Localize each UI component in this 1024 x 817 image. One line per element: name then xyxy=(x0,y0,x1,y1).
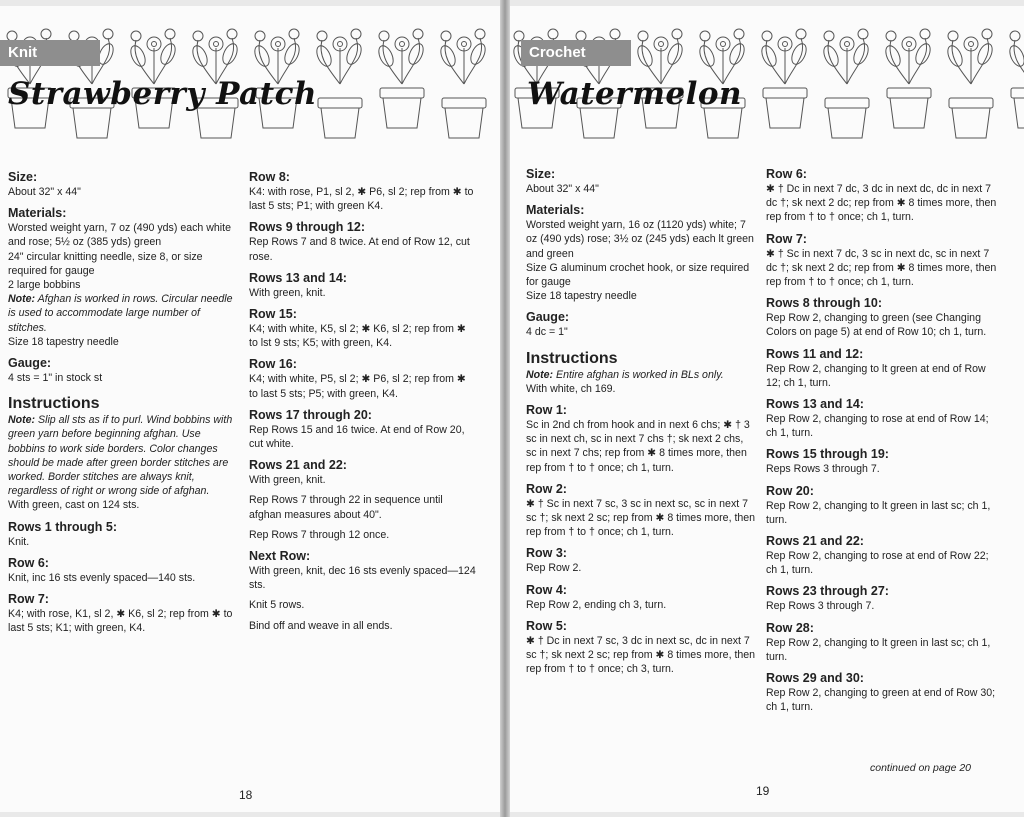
instruction-text: Rep Row 2, ending ch 3, turn. xyxy=(526,598,667,611)
book-gutter xyxy=(500,0,510,817)
instruction-text: 24" circular knitting needle, size 8, or size required for gauge xyxy=(8,250,203,277)
instruction-text: With green, knit. xyxy=(249,474,326,487)
row-heading: Row 20: xyxy=(766,483,814,498)
note-text: Slip all sts as if to purl. Wind bobbins with green yarn before beginning afghan. Use bobbins to work side borders. Color changes should be made after green border stitches are worked. Border stitches are always knit, regardless of right or wrong side of afghan. xyxy=(8,414,233,498)
instruction-text: Rep Row 2, changing to lt green in last sc; ch 1, turn. xyxy=(766,636,991,663)
row-heading: Rows 15 through 19: xyxy=(766,447,889,462)
instruction-text: Rep Rows 7 through 22 in sequence until afghan measures about 40". xyxy=(249,494,443,521)
left-column-1 xyxy=(8,163,240,635)
instruction-text: 4 sts = 1" in stock st xyxy=(8,372,103,385)
page-number: 19 xyxy=(756,784,770,798)
instruction-text: Rep Rows 15 and 16 twice. At end of Row 20, cut white. xyxy=(249,423,465,451)
instruction-text: ✱ † Dc in next 7 sc, 3 dc in next sc, dc in next 7 sc †; sk next 2 sc; rep from ✱ 8 times more, then rep from † to † once; ch 3, turn. xyxy=(526,634,756,676)
right-page xyxy=(507,6,1024,812)
note-label: Note: xyxy=(526,368,554,381)
instruction-text: Worsted weight yarn, 7 oz (490 yds) each white and rose; 5½ oz (385 yds) green xyxy=(8,222,231,249)
left-page xyxy=(0,6,503,812)
row-heading: Rows 17 through 20: xyxy=(249,407,372,422)
note-paragraph xyxy=(526,368,756,382)
instruction-text: K4: with rose, P1, sl 2, ✱ P6, sl 2; rep from ✱ to last 5 sts; P1; with green K4. xyxy=(249,186,474,213)
row-heading: Rows 21 and 22: xyxy=(766,534,864,549)
instruction-text: Rep Row 2, changing to rose at end of Row 14; ch 1, turn. xyxy=(766,413,989,440)
row-heading: Row 1: xyxy=(526,403,567,418)
instruction-text: Rep Row 2, changing to green at end of Row 30; ch 1, turn. xyxy=(766,687,996,714)
row-heading: Materials: xyxy=(526,203,585,218)
instruction-text: Bind off and weave in all ends. xyxy=(249,619,393,632)
right-column-2 xyxy=(766,160,998,714)
instruction-text: About 32" x 44" xyxy=(8,186,81,198)
row-heading: Size: xyxy=(8,170,38,184)
page-number: 18 xyxy=(239,788,253,802)
row-heading: Next Row: xyxy=(249,549,311,564)
instruction-text: About 32" x 44" xyxy=(526,183,599,195)
note-text: Afghan is worked in rows. Circular needle is used to accommodate large number of stitches. xyxy=(8,293,233,334)
instruction-text: 4 dc = 1" xyxy=(526,326,568,339)
category-tag: Crochet xyxy=(521,40,631,66)
instruction-text: Rep Row 2, changing to rose at end of Row 22; ch 1, turn. xyxy=(766,550,989,577)
section-heading: Instructions xyxy=(8,395,100,413)
instruction-text: K4; with rose, K1, sl 2, ✱ K6, sl 2; rep from ✱ to last 5 sts; K1; with green, K4. xyxy=(8,608,233,635)
instruction-text: Size 18 tapestry needle xyxy=(526,290,637,303)
section-heading: Instructions xyxy=(526,349,618,367)
row-heading: Rows 13 and 14: xyxy=(249,270,347,285)
category-tag: Knit xyxy=(0,40,100,66)
instruction-text: Knit 5 rows. xyxy=(249,599,305,612)
row-heading: Row 3: xyxy=(526,546,567,561)
instruction-text: With green, cast on 124 sts. xyxy=(8,499,140,512)
row-heading: Gauge: xyxy=(8,356,52,371)
pattern-title: Strawberry Patch xyxy=(8,76,317,112)
instruction-text: ✱ † Sc in next 7 dc, 3 sc in next dc, sc in next 7 dc †; sk next 2 dc; rep from ✱ 8 times more, then rep from † to † once; ch 1, turn. xyxy=(766,247,997,289)
row-heading: Materials: xyxy=(8,206,67,221)
row-heading: Row 6: xyxy=(766,167,807,181)
row-heading: Row 15: xyxy=(249,307,297,322)
note-label: Note: xyxy=(8,293,36,306)
instruction-text: 2 large bobbins xyxy=(8,279,81,292)
row-heading: Rows 29 and 30: xyxy=(766,671,864,686)
instruction-text: Rep Row 2, changing to green (see Changing Colors on page 5) at end of Row 10; ch 1, turn. xyxy=(766,312,987,339)
instruction-text: Rep Rows 7 through 12 once. xyxy=(249,528,390,541)
instruction-text: Knit, inc 16 sts evenly spaced—140 sts. xyxy=(8,571,196,584)
left-column-2 xyxy=(249,163,477,633)
row-heading: Row 28: xyxy=(766,620,814,635)
row-heading: Row 7: xyxy=(8,592,49,607)
row-heading: Rows 8 through 10: xyxy=(766,296,882,311)
row-heading: Row 16: xyxy=(249,357,297,372)
row-heading: Rows 9 through 12: xyxy=(249,220,365,235)
instruction-text: With green, knit. xyxy=(249,286,326,299)
row-heading: Rows 1 through 5: xyxy=(8,519,118,534)
row-heading: Row 7: xyxy=(766,231,807,246)
row-heading: Row 5: xyxy=(526,618,567,633)
row-heading: Rows 11 and 12: xyxy=(766,346,864,361)
instruction-text: ✱ † Sc in next 7 sc, 3 sc in next sc, sc in next 7 sc †; sk next 2 sc; rep from ✱ 8 times more, then rep from † to † once; ch 1, turn. xyxy=(526,497,756,539)
instruction-text: Rep Rows 7 and 8 twice. At end of Row 12, cut rose. xyxy=(249,236,470,263)
instruction-text: Rep Rows 3 through 7. xyxy=(766,600,875,613)
instruction-text: ✱ † Dc in next 7 dc, 3 dc in next dc, dc in next 7 dc †; sk next 2 dc; rep from ✱ 8 times more, then rep from † to † once; ch 1, turn. xyxy=(766,183,997,224)
instruction-text: K4; with white, K5, sl 2; ✱ K6, sl 2; rep from ✱ to lst 9 sts; K5; with green, K4. xyxy=(249,323,466,350)
instruction-text: With green, knit, dec 16 sts evenly spaced—124 sts. xyxy=(249,565,476,592)
row-heading: Row 6: xyxy=(8,555,49,570)
instruction-text: K4; with white, P5, sl 2; ✱ P6, sl 2; rep from ✱ to last 5 sts; P5; with green, K4. xyxy=(249,373,466,400)
pattern-title: Watermelon xyxy=(527,76,743,112)
row-heading: Rows 21 and 22: xyxy=(249,458,347,473)
instruction-text: Size G aluminum crochet hook, or size required for gauge xyxy=(526,261,750,289)
instruction-text: Worsted weight yarn, 16 oz (1120 yds) white; 7 oz (490 yds) rose; 3½ oz (245 yds) each lt green and green xyxy=(526,219,754,260)
right-column-1 xyxy=(526,160,756,676)
instruction-text: Rep Row 2, changing to lt green in last sc; ch 1, turn. xyxy=(766,499,991,526)
row-heading: Row 2: xyxy=(526,481,567,496)
row-heading: Row 4: xyxy=(526,582,567,597)
row-heading: Rows 23 through 27: xyxy=(766,584,889,599)
row-heading: Size: xyxy=(526,167,556,181)
note-label: Note: xyxy=(8,414,36,427)
instruction-text: Rep Row 2. xyxy=(526,562,582,575)
instruction-text: Size 18 tapestry needle xyxy=(8,335,119,348)
row-heading: Gauge: xyxy=(526,310,570,325)
note-paragraph xyxy=(8,413,240,498)
row-heading: Rows 13 and 14: xyxy=(766,397,864,412)
row-heading: Row 8: xyxy=(249,170,290,184)
instruction-text: Rep Row 2, changing to lt green at end of Row 12; ch 1, turn. xyxy=(766,362,986,389)
instruction-text: Knit. xyxy=(8,535,30,548)
note-text: Entire afghan is worked in BLs only. xyxy=(553,368,724,381)
continued-note: continued on page 20 xyxy=(870,762,972,774)
note-paragraph xyxy=(8,292,240,335)
instruction-text: Sc in 2nd ch from hook and in next 6 chs; ✱ † 3 sc in next ch, sc in next 7 chs †; sk next 2 chs, sc in next 7 chs; rep from ✱ 8 times more, then rep from † to † once; ch 1, turn. xyxy=(526,419,750,474)
instruction-text: With white, ch 169. xyxy=(526,382,616,395)
instruction-text: Reps Rows 3 through 7. xyxy=(766,463,880,476)
